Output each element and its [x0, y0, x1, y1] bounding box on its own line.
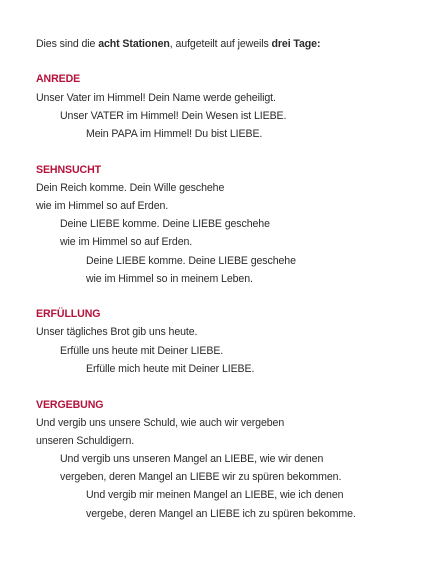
- intro-bold-days: drei Tage:: [271, 38, 321, 50]
- sehnsucht-line-3: Deine LIEBE komme. Deine LIEBE geschehe: [60, 218, 270, 230]
- sehnsucht-line-2: wie im Himmel so auf Erden.: [36, 200, 169, 212]
- sehnsucht-line-6: wie im Himmel so in meinem Leben.: [86, 273, 253, 285]
- sehnsucht-line-5: Deine LIEBE komme. Deine LIEBE geschehe: [86, 255, 296, 267]
- intro-bold-stations: acht Stationen: [98, 38, 170, 50]
- section-heading-erfuellung: ERFÜLLUNG: [36, 308, 101, 320]
- section-heading-vergebung: VERGEBUNG: [36, 399, 104, 411]
- section-heading-anrede: ANREDE: [36, 73, 81, 85]
- anrede-line-3: Mein PAPA im Himmel! Du bist LIEBE.: [86, 128, 263, 140]
- vergebung-line-5: Und vergib mir meinen Mangel an LIEBE, wie ich denen: [86, 489, 344, 501]
- section-heading-sehnsucht: SEHNSUCHT: [36, 164, 102, 176]
- vergebung-line-1: Und vergib uns unsere Schuld, wie auch wir vergeben: [36, 417, 285, 429]
- vergebung-line-4: vergeben, deren Mangel an LIEBE wir zu spüren bekommen.: [60, 471, 342, 483]
- intro-text-before: Dies sind die: [36, 38, 99, 50]
- vergebung-line-2: unseren Schuldigern.: [36, 435, 135, 447]
- erfuellung-line-2: Erfülle uns heute mit Deiner LIEBE.: [60, 345, 224, 357]
- vergebung-line-3: Und vergib uns unseren Mangel an LIEBE, wie wir denen: [60, 453, 324, 465]
- intro-line: [36, 37, 320, 51]
- erfuellung-line-3: Erfülle mich heute mit Deiner LIEBE.: [86, 363, 255, 375]
- sehnsucht-line-1: Dein Reich komme. Dein Wille geschehe: [36, 182, 225, 194]
- intro-text-middle: , aufgeteilt auf jeweils: [169, 38, 272, 50]
- anrede-line-1: Unser Vater im Himmel! Dein Name werde geheiligt.: [36, 92, 276, 104]
- vergebung-line-6: vergebe, deren Mangel an LIEBE ich zu spüren bekomme.: [86, 508, 356, 520]
- erfuellung-line-1: Unser tägliches Brot gib uns heute.: [36, 326, 198, 338]
- sehnsucht-line-4: wie im Himmel so auf Erden.: [60, 236, 193, 248]
- anrede-line-2: Unser VATER im Himmel! Dein Wesen ist LIEBE.: [60, 110, 287, 122]
